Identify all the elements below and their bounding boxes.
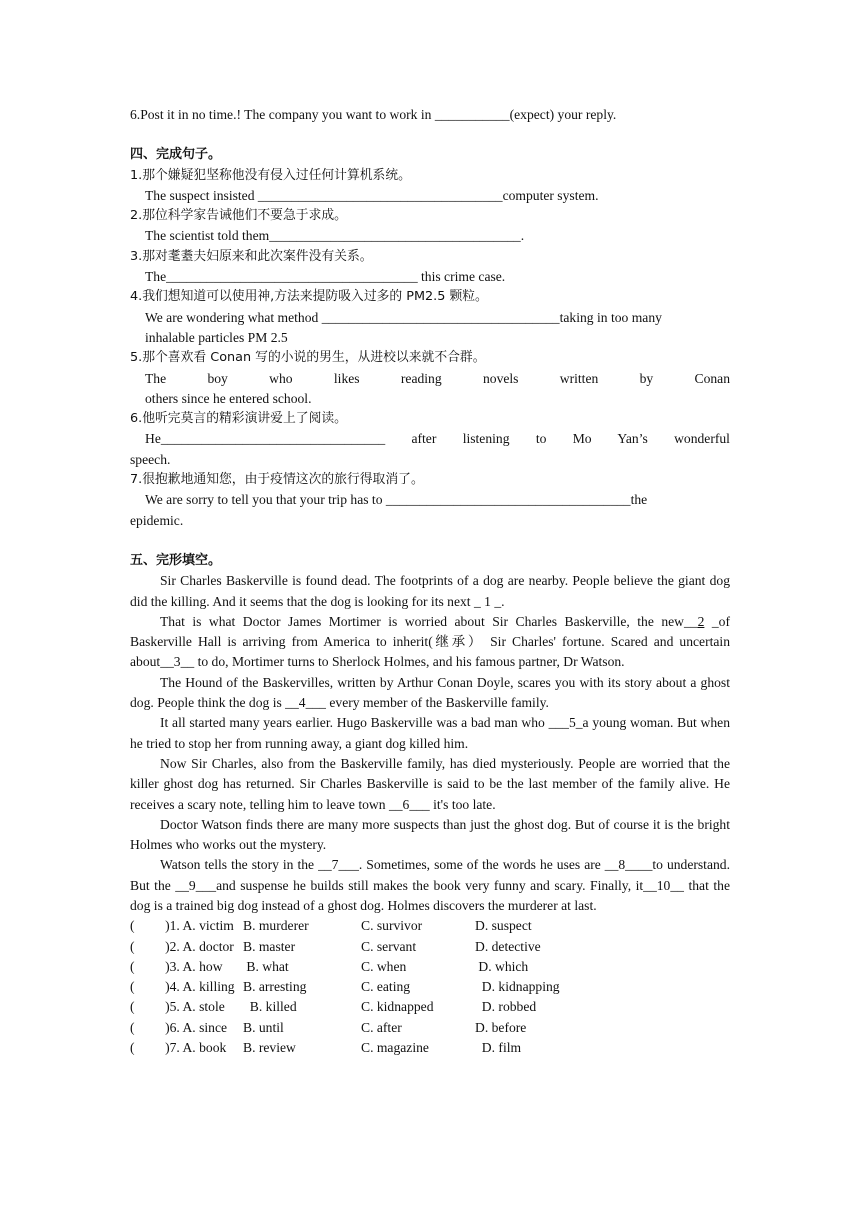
answer-blank: ____________________________________ [257, 187, 503, 203]
section-4-title: 四、完成句子。 [130, 147, 222, 163]
en-sentence-5-cont: others since he entered school. [145, 390, 312, 406]
cn-sentence-7: 7.很抱歉地通知您，由于疫情这次的旅行得取消了。 [130, 472, 424, 488]
answer-blank: ____________________________________ [385, 492, 631, 508]
passage-paragraph-5: Now Sir Charles, also from the Baskerville family, has died mysteriously. People are worried that the killer ghost dog has returned. Sir Charles Baskerville is said to be the last member of the family alive. He receives a scary note, telling him to leave town __6___ it's too late. [130, 755, 730, 812]
passage-paragraph-4: It all started many years earlier. Hugo Baskerville was a bad man who ___5_a young woman. But when he tried to stop her from running away, a giant dog killed him. [130, 715, 730, 751]
cn-sentence-2: 2.那位科学家告诫他们不要急于求成。 [130, 208, 347, 224]
option-row-6: ( )6. A. since B. until C. after D. before [130, 1019, 527, 1035]
en-sentence-1: The suspect insisted ____________________________________computer system. [145, 187, 599, 203]
en-sentence-3: The_____________________________________ this crime case. [145, 269, 506, 285]
cn-sentence-5: 5.那个喜欢看 Conan 写的小说的男生，从进校以来就不合群。 [130, 350, 486, 366]
en-sentence-6-cont: speech. [130, 451, 171, 467]
en-sentence-4-cont: inhalable particles PM 2.5 [145, 329, 288, 345]
question-6-text: 6.Post it in no time.! The company you want to work in [130, 107, 435, 122]
option-row-2: ( )2. A. doctor B. master C. servant D. detective [130, 938, 541, 954]
section-5-title: 五、完形填空。 [130, 552, 222, 568]
passage-paragraph-2: That is what Doctor James Mortimer is worried about Sir Charles Baskerville, the new__2 _of Baskerville Hall is arriving from America to inherit(继承） Sir Charles' fortune. Scared and uncertain about__3__ to do, Mortimer turns to Sherlock Holmes, and his famous partner, Dr Watson. [130, 613, 730, 670]
en-sentence-2: The scientist told them_____________________________________. [145, 228, 525, 244]
option-row-5: ( )5. A. stole B. killed C. kidnapped D. robbed [130, 999, 537, 1015]
cn-sentence-4: 4.我们想知道可以使用神,方法来提防吸入过多的 PM2.5 颗粒。 [130, 289, 488, 305]
answer-blank: _____________________________________ [166, 269, 418, 285]
option-row-7: ( )7. A. book B. review C. magazine D. film [130, 1040, 522, 1056]
answer-blank: _____________________________________ [269, 228, 521, 244]
question-6 [130, 105, 730, 125]
answer-blank: _________________________________ [160, 431, 386, 447]
answer-blank: ___________ [434, 107, 510, 122]
passage-paragraph-1: Sir Charles Baskerville is found dead. The footprints of a dog are nearby. People believe the giant dog did the killing. And it seems that the dog is looking for its next _ 1 _. [130, 573, 730, 609]
en-sentence-6: He_________________________________ after listening to Mo Yan’s wonderful [145, 431, 730, 447]
option-row-1: ( )1. A. victim B. murderer C. survivor D. suspect [130, 918, 532, 934]
cn-sentence-3: 3.那对耄耋夫妇原来和此次案件没有关系。 [130, 248, 373, 264]
option-row-4: ( )4. A. killing B. arresting C. eating D. kidnapping [130, 979, 560, 995]
en-sentence-7: We are sorry to tell you that your trip has to ____________________________________the [145, 492, 648, 508]
passage-paragraph-6: Doctor Watson finds there are many more suspects than just the ghost dog. But of course it is the bright Holmes who works out the mystery. [130, 816, 730, 853]
worksheet-page [130, 105, 730, 1058]
en-sentence-5: The boy who likes reading novels written by Conan [145, 370, 731, 386]
passage-paragraph-3: The Hound of the Baskervilles, written by Arthur Conan Doyle, scares you with its story about a ghost dog. People think the dog is __4___ every member of the Baskerville family. [130, 674, 730, 711]
en-sentence-4: We are wondering what method ___________________________________taking in too many [145, 309, 662, 325]
option-row-3: ( )3. A. how B. what C. when D. which [130, 958, 529, 974]
answer-blank: ___________________________________ [321, 309, 560, 325]
en-sentence-7-cont: epidemic. [130, 512, 184, 528]
blank-number-2: 2 [697, 613, 705, 629]
question-6-hint: (expect) your reply. [509, 107, 617, 122]
cn-sentence-6: 6.他听完莫言的精彩演讲爱上了阅读。 [130, 411, 347, 427]
cn-sentence-1: 1.那个嫌疑犯坚称他没有侵入过任何计算机系统。 [130, 167, 411, 183]
options-list [130, 916, 730, 1058]
passage-paragraph-7: Watson tells the story in the __7___. Sometimes, some of the words he uses are __8____to understand. But the __9___and suspense he builds still makes the book very funny and scary. Finally, it__10__ that the dog is a trained big dog instead of a ghost dog. Holmes discovers the murderer at last. [130, 857, 730, 913]
